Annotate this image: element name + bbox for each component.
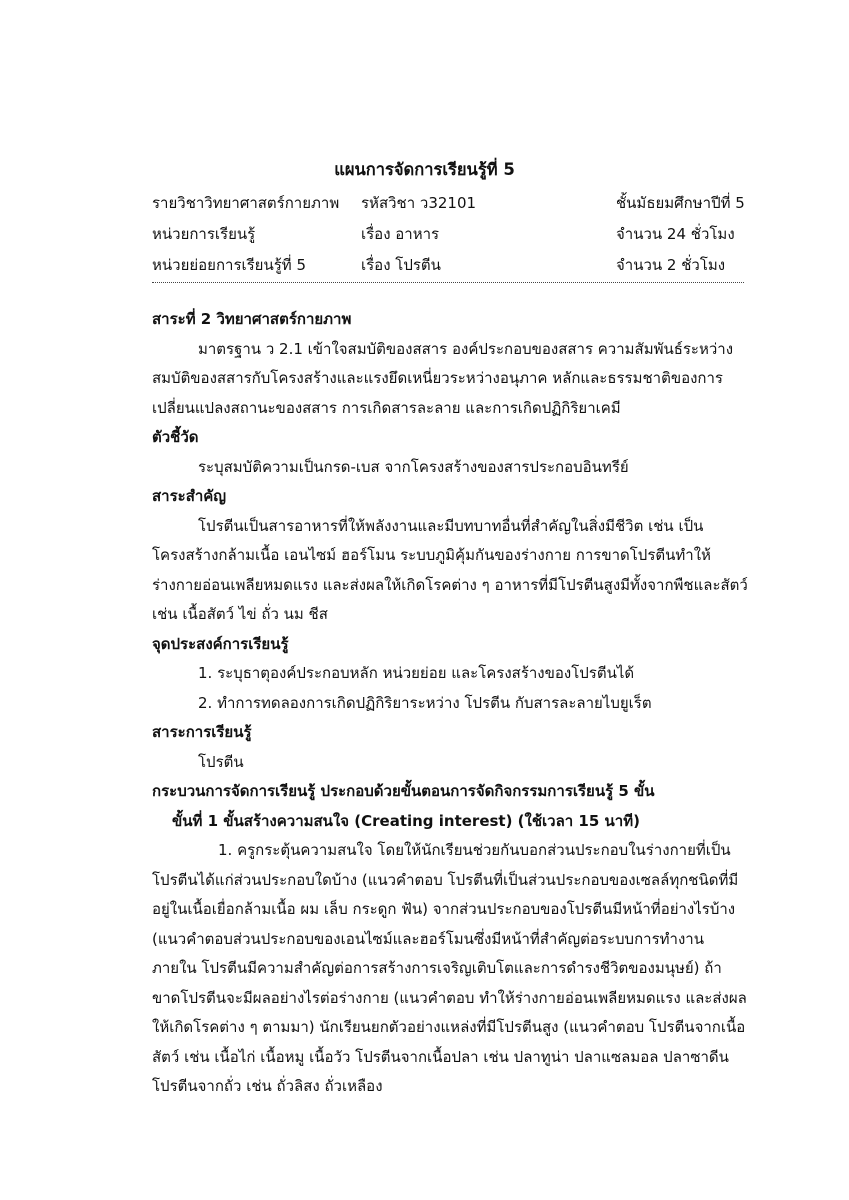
grade-level: ชั้นมัธยมศึกษาปีที่ 5 [616, 194, 745, 212]
strand-text: มาตรฐาน ว 2.1 เข้าใจสมบัติของสสาร องค์ประกอบของสสาร ความสัมพันธ์ระหว่างสมบัติของสสารกับโครงสร้างและแรงยึดเหนี่ยวระหว่างอนุภาค หลักและธรรมชาติของการเปลี่ยนแปลงสถานะของสสาร การเกิดสารละลาย และการเกิดปฏิกิริยาเคมี [152, 339, 734, 417]
content-heading: สาระการเรียนรู้ [152, 723, 252, 741]
subunit-label: หน่วยย่อยการเรียนรู้ที่ 5 [152, 256, 306, 274]
step1-heading: ขั้นที่ 1 ขั้นสร้างความสนใจ (Creating interest) (ใช้เวลา 15 นาที) [172, 811, 640, 830]
unit-hours: จำนวน 24 ชั่วโมง [616, 225, 735, 243]
content-text: โปรตีน [198, 752, 244, 771]
strand-heading: สาระที่ 2 วิทยาศาสตร์กายภาพ [152, 310, 352, 328]
subunit-topic: เรื่อง โปรตีน [361, 256, 441, 274]
objectives-heading: จุดประสงค์การเรียนรู้ [152, 634, 289, 653]
key-concept-heading: สาระสำคัญ [152, 487, 227, 505]
indicator-text: ระบุสมบัติความเป็นกรด-เบส จากโครงสร้างของสารประกอบอินทรีย์ [198, 457, 629, 476]
objective-item-1: 1. ระบุธาตุองค์ประกอบหลัก หน่วยย่อย และโครงสร้างของโปรตีนได้ [198, 664, 635, 682]
key-concept-text: โปรตีนเป็นสารอาหารที่ให้พลังงานและมีบทบาทอื่นที่สำคัญในสิ่งมีชีวิต เช่น เป็นโครงสร้างกล้ามเนื้อ เอนไซม์ ฮอร์โมน ระบบภูมิคุ้มกันของร่างกาย การขาดโปรตีนทำให้ร่างกายอ่อนเพลียหมดแรง และส่งผลให้เกิดโรคต่าง ๆ อาหารที่มีโปรตีนสูงมีทั้งจากพืชและสัตว์ เช่น เนื้อสัตว์ ไข่ ถั่ว นม ชีส [152, 516, 748, 623]
dotted-divider [152, 282, 744, 283]
header-row-subject [152, 191, 748, 219]
unit-topic: เรื่อง อาหาร [361, 225, 440, 243]
subject-code: รหัสวิชา ว32101 [361, 194, 477, 212]
header-row-unit [152, 222, 748, 250]
indicator-heading: ตัวชี้วัด [152, 428, 199, 446]
subject-name: รายวิชาวิทยาศาสตร์กายภาพ [152, 194, 340, 212]
document-body [152, 305, 748, 1102]
objective-item-2: 2. ทำการทดลองการเกิดปฏิกิริยาระหว่าง โปรตีน กับสารละลายไบยูเร็ต [198, 693, 652, 712]
document-title: แผนการจัดการเรียนรู้ที่ 5 [334, 160, 515, 179]
unit-label: หน่วยการเรียนรู้ [152, 225, 256, 243]
header-row-subunit [152, 253, 748, 281]
subunit-hours: จำนวน 2 ชั่วโมง [616, 256, 726, 274]
process-heading: กระบวนการจัดการเรียนรู้ ประกอบด้วยขั้นตอนการจัดกิจกรรมการเรียนรู้ 5 ขั้น [152, 782, 655, 800]
step1-text: 1. ครูกระตุ้นความสนใจ โดยให้นักเรียนช่วยกันบอกส่วนประกอบในร่างกายที่เป็นโปรตีนได้แก่ส่วนประกอบใดบ้าง (แนวคำตอบ โปรตีนที่เป็นส่วนประกอบของเซลล์ทุกชนิดที่มีอยู่ในเนื้อเยื่อกล้ามเนื้อ ผม เล็บ กระดูก ฟัน) จากส่วนประกอบของโปรตีนมีหน้าที่อย่างไรบ้าง (แนวคำตอบส่วนประกอบของเอนไซม์และฮอร์โมนซึ่งมีหน้าที่สำคัญต่อระบบการทำงานภายใน โปรตีนมีความสำคัญต่อการสร้างการเจริญเติบโตและการดำรงชีวิตของมนุษย์) ถ้าขาดโปรตีนจะมีผลอย่างไรต่อร่างกาย (แนวคำตอบ ทำให้ร่างกายอ่อนเพลียหมดแรง และส่งผลให้เกิดโรคต่าง ๆ ตามมา) นักเรียนยกตัวอย่างแหล่งที่มีโปรตีนสูง (แนวคำตอบ โปรตีนจากเนื้อสัตว์ เช่น เนื้อไก่ เนื้อหมู เนื้อวัว โปรตีนจากเนื้อปลา เช่น ปลาทูน่า ปลาแซลมอล ปลาซาดีนโปรตีนจากถั่ว เช่น ถั่วลิสง ถั่วเหลือง [152, 841, 747, 1095]
